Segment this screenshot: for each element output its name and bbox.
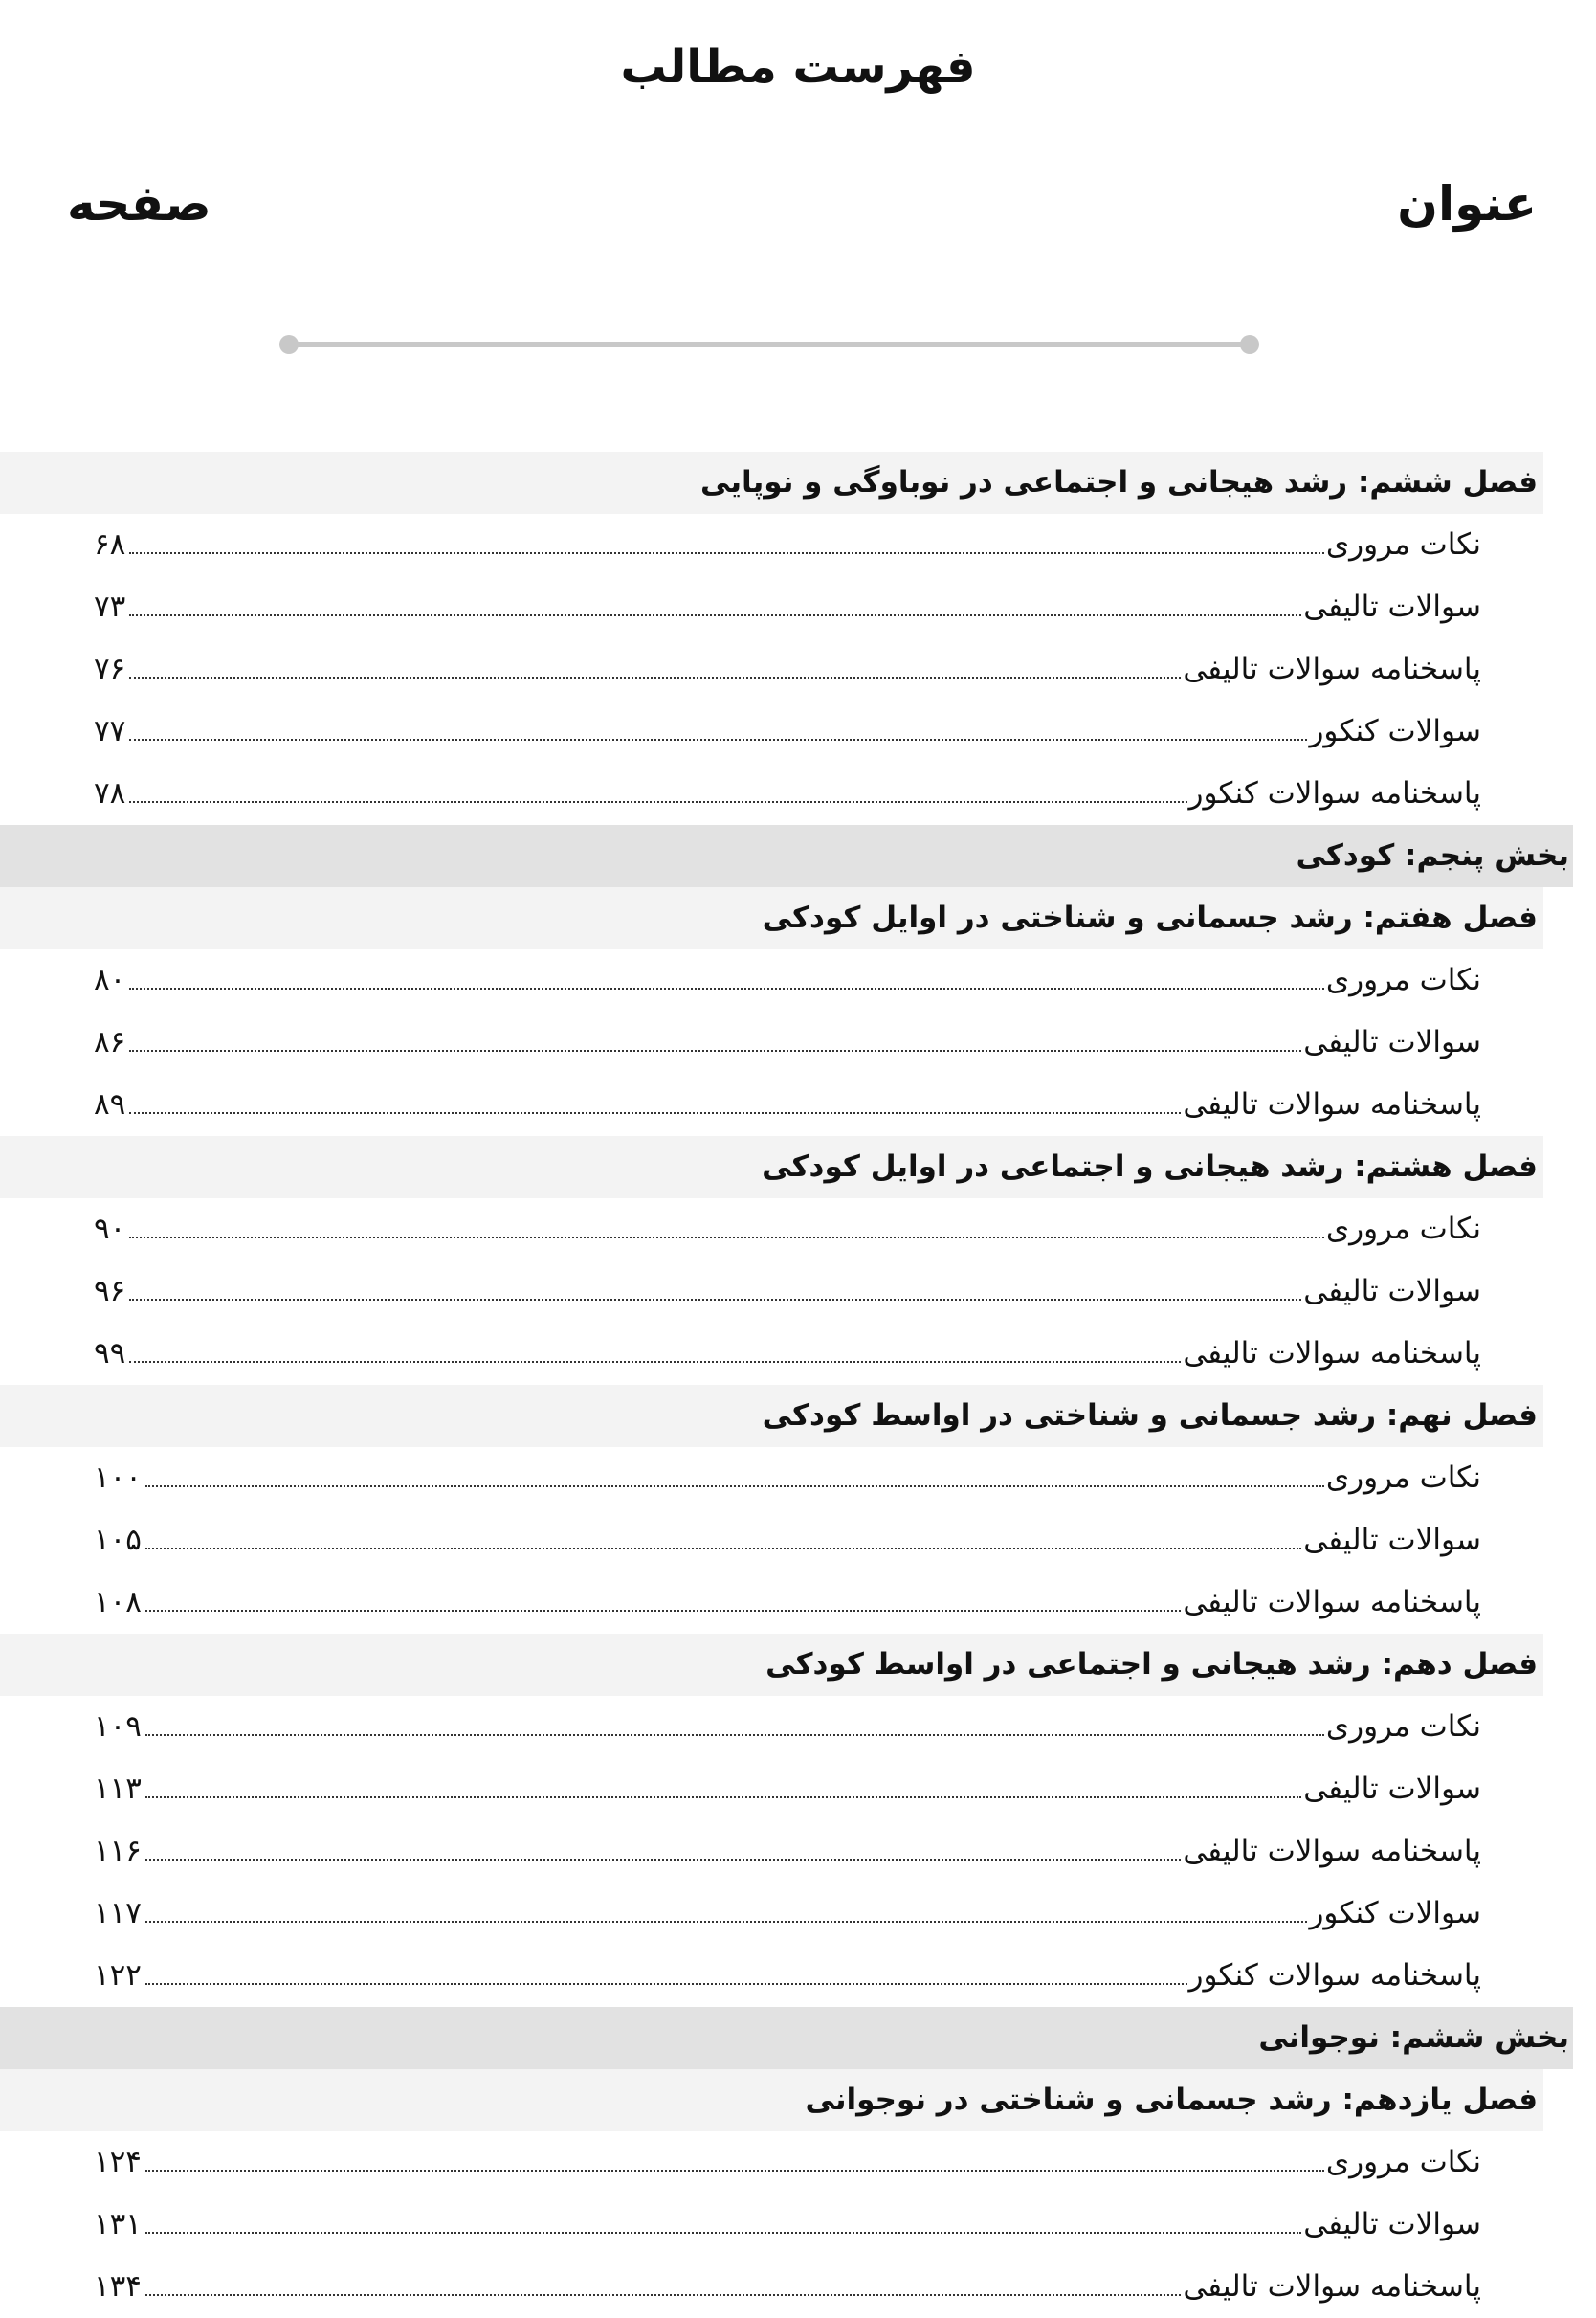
dot-leader: [129, 578, 1301, 616]
toc-entry[interactable]: [0, 1074, 1596, 1136]
toc-entry[interactable]: [0, 1758, 1596, 1820]
toc-entry-page-number: ۸۶: [94, 1025, 126, 1059]
toc-section-heading[interactable]: [0, 825, 1573, 887]
divider-dot-right: [1240, 335, 1259, 354]
toc-entry-page-number: ۸۹: [94, 1087, 126, 1122]
dot-leader: [145, 1511, 1301, 1549]
toc-entry[interactable]: [0, 1012, 1596, 1074]
toc-entry-page-number: ۱۰۰: [94, 1460, 142, 1495]
decorative-divider: [279, 335, 1259, 354]
toc-entry-page-number: ۱۱۷: [94, 1896, 142, 1930]
dot-leader: [129, 1076, 1181, 1114]
toc-entry[interactable]: [0, 1883, 1596, 1945]
toc-entry-leader: [94, 1696, 1481, 1758]
toc-entry-leader: [94, 2256, 1481, 2318]
toc-entry-leader: [94, 1323, 1481, 1385]
toc-entry-leader: [94, 1945, 1481, 2007]
toc-entry-leader: [94, 1758, 1481, 1820]
toc-entry[interactable]: [0, 2194, 1596, 2256]
toc-entry-leader: [94, 1012, 1481, 1074]
toc-entry-page-number: ۱۰۸: [94, 1585, 142, 1619]
toc-entry-leader: [94, 1447, 1481, 1509]
dot-leader: [145, 1449, 1324, 1487]
dot-leader: [145, 2195, 1301, 2234]
toc-entry-leader: [94, 2131, 1481, 2194]
toc-entry-title: پاسخنامه سوالات تالیفی: [1183, 1087, 1481, 1122]
dot-leader: [129, 702, 1307, 741]
toc-entry-page-number: ۷۶: [94, 652, 126, 686]
dot-leader: [129, 516, 1324, 554]
toc-entry[interactable]: [0, 638, 1596, 701]
toc-entry-page-number: ۹۹: [94, 1336, 126, 1371]
toc-entry-title: نکات مروری: [1325, 2145, 1481, 2179]
toc-entry[interactable]: [0, 1323, 1596, 1385]
toc-entry-page-number: ۷۸: [94, 776, 126, 811]
toc-entry-title: پاسخنامه سوالات تالیفی: [1183, 2269, 1481, 2304]
toc-entry[interactable]: [0, 949, 1596, 1012]
dot-leader: [145, 1698, 1324, 1736]
toc-entry-page-number: ۹۶: [94, 1274, 126, 1308]
divider-bar: [287, 342, 1252, 347]
dot-leader: [145, 1760, 1301, 1798]
toc-entry[interactable]: [0, 2131, 1596, 2194]
toc-chapter-heading[interactable]: [0, 1634, 1543, 1696]
toc-entry[interactable]: [0, 1696, 1596, 1758]
toc-entry[interactable]: [0, 1571, 1596, 1634]
toc-chapter-heading[interactable]: [0, 2069, 1543, 2131]
toc-entry[interactable]: [0, 2256, 1596, 2318]
toc-entry-title: پاسخنامه سوالات تالیفی: [1183, 1834, 1481, 1868]
toc-entry-page-number: ۷۳: [94, 590, 126, 624]
toc-entry[interactable]: [0, 514, 1596, 576]
toc-entry[interactable]: [0, 1447, 1596, 1509]
toc-entry-title: سوالات کنکور: [1309, 714, 1481, 748]
dot-leader: [129, 1014, 1301, 1052]
toc-entry-title: نکات مروری: [1325, 527, 1481, 562]
toc-chapter-heading[interactable]: [0, 452, 1543, 514]
page-title: فهرست مطالب: [620, 40, 976, 94]
toc-entry-leader: [94, 763, 1481, 825]
toc-entry-title: پاسخنامه سوالات تالیفی: [1183, 1336, 1481, 1371]
toc-entry-page-number: ۸۰: [94, 963, 126, 997]
toc-entry-title: سوالات تالیفی: [1303, 1772, 1481, 1806]
dot-leader: [129, 640, 1181, 679]
section-title: بخش ششم: نوجوانی: [1258, 2020, 1569, 2055]
toc-entry[interactable]: [0, 1820, 1596, 1883]
toc-chapter-heading[interactable]: [0, 1385, 1543, 1447]
toc-entry-page-number: ۹۰: [94, 1212, 126, 1246]
toc-entry[interactable]: [0, 1198, 1596, 1260]
chapter-title: فصل هشتم: رشد هیجانی و اجتماعی در اوایل کودکی: [762, 1149, 1538, 1184]
toc-entry-leader: [94, 638, 1481, 701]
toc-entry-page-number: ۱۱۳: [94, 1772, 142, 1806]
toc-entry-leader: [94, 2194, 1481, 2256]
dot-leader: [129, 765, 1186, 803]
toc-entry-leader: [94, 1074, 1481, 1136]
toc-chapter-heading[interactable]: [0, 887, 1543, 949]
toc-entry-leader: [94, 1571, 1481, 1634]
chapter-title: فصل دهم: رشد هیجانی و اجتماعی در اواسط کودکی: [765, 1647, 1538, 1682]
toc-entry-page-number: ۱۱۶: [94, 1834, 142, 1868]
toc-entry-title: پاسخنامه سوالات تالیفی: [1183, 1585, 1481, 1619]
toc-entry-title: نکات مروری: [1325, 1212, 1481, 1246]
toc-entry-page-number: ۱۳۴: [94, 2269, 142, 2304]
title-column-header: عنوان: [1397, 176, 1537, 232]
dot-leader: [129, 951, 1324, 990]
section-title: بخش پنجم: کودکی: [1296, 838, 1569, 873]
dot-leader: [129, 1262, 1301, 1301]
toc-entry-leader: [94, 949, 1481, 1012]
dot-leader: [145, 2258, 1181, 2296]
toc-entry-leader: [94, 514, 1481, 576]
dot-leader: [145, 1884, 1308, 1923]
chapter-title: فصل یازدهم: رشد جسمانی و شناختی در نوجوانی: [805, 2083, 1538, 2117]
toc-entry-title: پاسخنامه سوالات تالیفی: [1183, 652, 1481, 686]
toc-entry-title: پاسخنامه سوالات کنکور: [1188, 1958, 1481, 1993]
toc-entry-page-number: ۱۳۱: [94, 2207, 142, 2241]
toc-entry-page-number: ۷۷: [94, 714, 126, 748]
toc-entry-title: نکات مروری: [1325, 1460, 1481, 1495]
toc-entry-title: سوالات کنکور: [1309, 1896, 1481, 1930]
divider-dot-left: [279, 335, 299, 354]
toc-entry-title: سوالات تالیفی: [1303, 590, 1481, 624]
dot-leader: [145, 1822, 1181, 1861]
toc-entry-title: سوالات تالیفی: [1303, 2207, 1481, 2241]
dot-leader: [129, 1325, 1181, 1363]
toc-entry-title: نکات مروری: [1325, 1709, 1481, 1744]
chapter-title: فصل ششم: رشد هیجانی و اجتماعی در نوباوگی و نوپایی: [699, 465, 1538, 500]
dot-leader: [129, 1200, 1324, 1238]
toc-entry[interactable]: [0, 576, 1596, 638]
toc-entry-leader: [94, 1883, 1481, 1945]
toc-entry[interactable]: [0, 763, 1596, 825]
toc-entry-page-number: ۱۰۹: [94, 1709, 142, 1744]
toc-entry[interactable]: [0, 1509, 1596, 1571]
dot-leader: [145, 1573, 1181, 1612]
toc-entry-leader: [94, 1198, 1481, 1260]
toc-entry-page-number: ۱۲۲: [94, 1958, 142, 1993]
toc-entry[interactable]: [0, 1260, 1596, 1323]
toc-entry-title: سوالات تالیفی: [1303, 1523, 1481, 1557]
toc-entry-title: سوالات تالیفی: [1303, 1274, 1481, 1308]
dot-leader: [145, 1947, 1187, 1985]
chapter-title: فصل نهم: رشد جسمانی و شناختی در اواسط کودکی: [762, 1398, 1538, 1433]
toc-entry-leader: [94, 701, 1481, 763]
toc-entry-page-number: ۶۸: [94, 527, 126, 562]
table-of-contents: [0, 452, 1596, 2318]
toc-entry-page-number: ۱۰۵: [94, 1523, 142, 1557]
toc-entry[interactable]: [0, 701, 1596, 763]
toc-entry-title: پاسخنامه سوالات کنکور: [1188, 776, 1481, 811]
page-column-header: صفحه: [67, 176, 211, 232]
toc-chapter-heading[interactable]: [0, 1136, 1543, 1198]
toc-entry[interactable]: [0, 1945, 1596, 2007]
toc-entry-leader: [94, 576, 1481, 638]
toc-entry-page-number: ۱۲۴: [94, 2145, 142, 2179]
toc-entry-title: سوالات تالیفی: [1303, 1025, 1481, 1059]
toc-entry-leader: [94, 1509, 1481, 1571]
dot-leader: [145, 2133, 1324, 2172]
toc-entry-title: نکات مروری: [1325, 963, 1481, 997]
toc-entry-leader: [94, 1820, 1481, 1883]
toc-section-heading[interactable]: [0, 2007, 1573, 2069]
chapter-title: فصل هفتم: رشد جسمانی و شناختی در اوایل کودکی: [762, 901, 1538, 935]
toc-entry-leader: [94, 1260, 1481, 1323]
